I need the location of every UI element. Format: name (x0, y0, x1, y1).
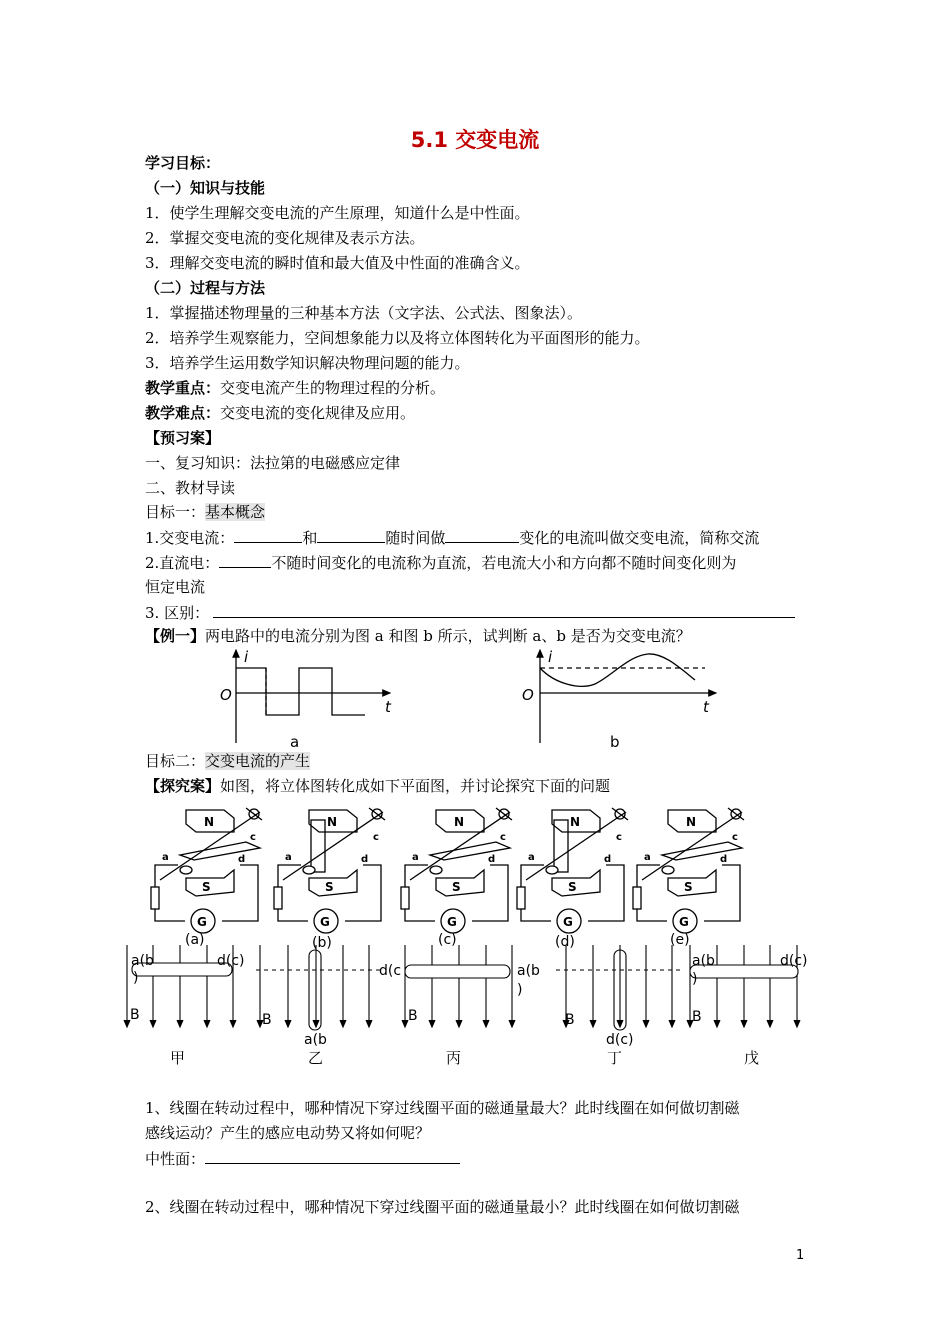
s2-item-2: 2．培养学生观察能力，空间想象能力以及将立体图转化为平面图形的能力。 (145, 329, 650, 347)
goal1-prefix: 目标一： (145, 503, 206, 521)
field-arrow (643, 1020, 649, 1027)
field-arrow (714, 1020, 720, 1027)
plane-cap-wu: 戊 (744, 1049, 760, 1067)
slip-ring (430, 866, 442, 874)
label-B: B (262, 1012, 272, 1028)
field-arrow (669, 1020, 675, 1027)
generator-2 (274, 808, 385, 933)
question-2-a: 2、线圈在转动过程中，哪种情况下穿过线圈平面的磁通量最小？此时线圈在如何做切割磁 (145, 1198, 740, 1216)
def1-label: 1.交变电流： (145, 529, 235, 547)
review-line: 一、复习知识：法拉第的电磁感应定律 (145, 454, 401, 472)
coil-letter-a: a (162, 852, 169, 863)
magnet-n-label: N (570, 815, 581, 829)
coil-letter-c: c (250, 832, 256, 843)
magnet-n-label: N (686, 815, 697, 829)
plane-bing (402, 945, 540, 1027)
graph-a-t: t (385, 698, 391, 716)
label-ab-close: ) (133, 970, 139, 986)
slip-ring (546, 866, 558, 874)
def1-mid: 随时间做 (385, 529, 446, 547)
magnet-n-label: N (454, 815, 465, 829)
coil-letter-a: a (528, 852, 535, 863)
explore-line (145, 776, 610, 796)
magnet-s-label: S (684, 880, 693, 894)
magnet-s-label: S (452, 880, 461, 894)
key-text: 交变电流产生的物理过程的分析。 (220, 379, 446, 397)
example-text: 两电路中的电流分别为图 a 和图 b 所示，试判断 a、b 是否为交变电流？ (205, 627, 691, 645)
magnet-s-label: S (202, 880, 211, 894)
gen-label-d: (d) (555, 934, 575, 950)
coil-letter-d: d (488, 854, 496, 865)
coil-letter-d: d (604, 854, 612, 865)
coil-letter-c: c (500, 832, 506, 843)
label-dc: d(c) (217, 953, 245, 969)
graph-b-t: t (703, 698, 709, 716)
graph-b-caption: b (610, 733, 620, 751)
plane-ding (556, 945, 680, 1048)
coil-letter-a: a (644, 852, 651, 863)
guide-line: 二、教材导读 (145, 479, 236, 497)
graph-a-caption: a (290, 733, 300, 751)
page-title: 5.1 交变电流 (410, 128, 540, 152)
graph-b (540, 650, 716, 743)
neutral-label: 中性面： (145, 1150, 206, 1168)
field-arrow (204, 1020, 210, 1027)
graph-a (236, 650, 390, 743)
galvanometer-label: G (563, 915, 573, 929)
label-dc: d(c) (606, 1032, 634, 1048)
label-ab: a(b (517, 963, 540, 979)
question-1-b: 感线运动？产生的感应电动势又将如何呢？ (145, 1124, 431, 1142)
gen-label-b: (b) (312, 935, 332, 951)
definition-2-cont: 恒定电流 (145, 578, 206, 596)
s2-item-1: 1．掌握描述物理量的三种基本方法（文字法、公式法、图象法）。 (145, 304, 583, 322)
coil-letter-c: c (616, 832, 622, 843)
label-B: B (130, 1007, 140, 1023)
graph-b-o: O (522, 686, 534, 704)
generator-3 (401, 808, 512, 933)
def2-label: 2.直流电： (145, 554, 220, 572)
coil-horizontal (430, 842, 510, 860)
label-dc: d(c (379, 963, 402, 979)
s1-item-1: 1．使学生理解交变电流的产生原理，知道什么是中性面。 (145, 204, 530, 222)
field-arrow (767, 1020, 773, 1027)
magnet-s-label: S (568, 880, 577, 894)
goal2-text: 交变电流的产生 (205, 752, 311, 770)
resistor (274, 887, 282, 909)
field-arrow (230, 1020, 236, 1027)
objectives-heading: 学习目标： (145, 154, 221, 172)
field-arrow (483, 1020, 489, 1027)
difficult-label: 教学难点： (145, 404, 221, 422)
generator-1 (151, 808, 262, 933)
field-arrow (285, 1020, 291, 1027)
field-arrow (177, 1020, 183, 1027)
resistor (151, 887, 159, 909)
gen-label-a: (a) (185, 932, 205, 948)
neutral-plane (145, 1148, 460, 1169)
field-arrow (509, 1020, 515, 1027)
label-B: B (692, 1009, 702, 1025)
coil-letter-a: a (412, 852, 419, 863)
explore-text: 如图，将立体图转化成如下平面图，并讨论探究下面的问题 (220, 777, 611, 795)
section1-heading: （一）知识与技能 (145, 179, 266, 197)
resistor (401, 887, 409, 909)
s2-item-3: 3．培养学生运用数学知识解决物理问题的能力。 (145, 354, 470, 372)
graph-a-o: O (220, 686, 232, 704)
coil-letter-c: c (732, 832, 738, 843)
slip-ring (662, 866, 674, 874)
coil-edge-vertical (309, 950, 321, 1030)
galvanometer-label: G (320, 915, 330, 929)
field-arrow (429, 1020, 435, 1027)
coil-horizontal (180, 842, 260, 860)
coil-letter-a: a (285, 852, 292, 863)
label-B: B (408, 1008, 418, 1024)
slip-ring (180, 866, 192, 874)
galvanometer-label: G (447, 915, 457, 929)
resistor (633, 887, 641, 909)
coil-horizontal (662, 842, 742, 860)
s1-item-3: 3．理解交变电流的瞬时值和最大值及中性面的准确含义。 (145, 254, 530, 272)
coil-letter-d: d (720, 854, 728, 865)
gen-label-c: (c) (438, 932, 457, 948)
def1-tail: 变化的电流叫做交变电流，简称交流 (519, 529, 760, 547)
difficult-text: 交变电流的变化规律及应用。 (220, 404, 416, 422)
galvanometer-label: G (197, 915, 207, 929)
plane-cap-ding: 丁 (607, 1049, 623, 1067)
field-arrow (794, 1020, 800, 1027)
def2-text: 不随时间变化的电流称为直流，若电流大小和方向都不随时间变化则为 (271, 554, 737, 572)
resistor (517, 887, 525, 909)
field-arrow (366, 1020, 372, 1027)
magnet-n-label: N (204, 815, 215, 829)
graph-b-i: i (548, 648, 553, 666)
example-label: 【例一】 (145, 627, 206, 645)
goal1-text: 基本概念 (205, 503, 266, 521)
field-arrow (313, 1020, 319, 1027)
field-arrow (741, 1020, 747, 1027)
label-ab: a(b (131, 953, 154, 969)
field-arrow (150, 1020, 156, 1027)
field-arrow (456, 1020, 462, 1027)
goal2-prefix: 目标二： (145, 752, 206, 770)
galvanometer-label: G (679, 915, 689, 929)
generator-5 (633, 808, 744, 933)
coil-letter-c: c (373, 832, 379, 843)
generator-4 (517, 808, 628, 933)
key-label: 教学重点： (145, 379, 221, 397)
plane-jia (124, 945, 245, 1027)
explore-label: 【探究案】 (145, 777, 221, 795)
blank-6[interactable] (205, 1148, 460, 1164)
plane-cap-yi: 乙 (308, 1049, 324, 1067)
s1-item-2: 2．掌握交变电流的变化规律及表示方法。 (145, 229, 425, 247)
coil-letter-d: d (238, 854, 246, 865)
label-B: B (565, 1012, 575, 1028)
def3-label: 3. 区别： (145, 604, 210, 622)
label-ab: a(b (304, 1032, 327, 1048)
def1-and: 和 (302, 529, 318, 547)
preview-heading: 【预习案】 (145, 429, 221, 447)
coil-letter-d: d (361, 854, 369, 865)
label-ab-close: ) (692, 971, 698, 987)
slip-ring (303, 866, 315, 874)
gen-label-e: (e) (670, 932, 690, 948)
label-ab-close: ) (517, 982, 523, 998)
coil-edge-horizontal (405, 965, 510, 978)
plane-wu (687, 945, 808, 1027)
plane-cap-jia: 甲 (170, 1049, 186, 1067)
magnet-n-label: N (327, 815, 338, 829)
label-dc: d(c) (780, 953, 808, 969)
magnet-s-label: S (325, 880, 334, 894)
graph-a-i: i (244, 648, 249, 666)
page-number: 1 (796, 1248, 805, 1263)
section2-heading: （二）过程与方法 (145, 279, 266, 297)
field-arrow (617, 1020, 623, 1027)
goal2-line (145, 751, 310, 771)
label-ab: a(b (692, 953, 715, 969)
plane-yi (256, 945, 401, 1048)
question-1-a: 1、线圈在转动过程中，哪种情况下穿过线圈平面的磁通量最大？此时线圈在如何做切割磁 (145, 1099, 740, 1117)
plane-cap-bing: 丙 (446, 1049, 462, 1067)
field-arrow (340, 1020, 346, 1027)
field-arrow (590, 1020, 596, 1027)
